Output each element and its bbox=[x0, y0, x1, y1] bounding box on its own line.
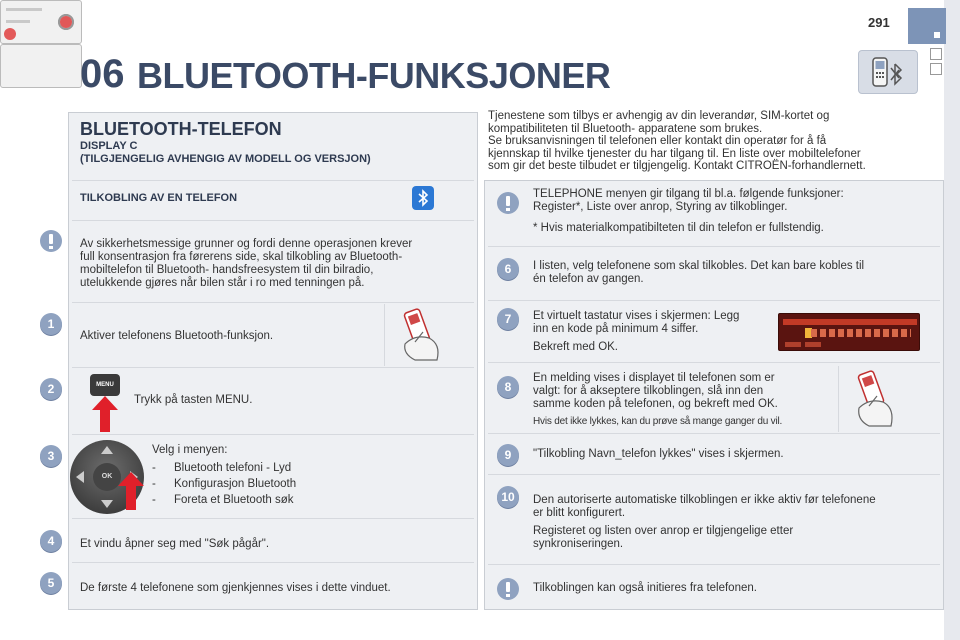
step-8-note: Hvis det ikke lykkes, kan du prøve så mange ganger du vil. bbox=[533, 416, 783, 427]
telephone-menu-text: TELEPHONE menyen gir tilgang til bl.a. følgende funksjoner: Register*, Liste over anrop, Styring av tilkoblinger. bbox=[533, 188, 844, 213]
divider bbox=[72, 180, 474, 181]
step-number-3: 3 bbox=[40, 445, 62, 467]
safety-warning-text: Av sikkerhetsmessige grunner og fordi denne operasjonen krever full konsentrasjon fra førerens side, skal tilkobling av Bluetooth- mobiltelefon til Bluetooth- handsfreesystem til din bilradio, utelukkende gjøres når bilen står i ro med tenningen på. bbox=[80, 238, 413, 289]
step-5-text: De første 4 telefonene som gjenkjennes vises i dette vinduet. bbox=[80, 582, 391, 594]
warning-icon bbox=[40, 230, 62, 252]
list-item: - Konfigurasjon Bluetooth bbox=[152, 476, 296, 492]
step-6-text: I listen, velg telefonene som skal tilkobles. Det kan bare kobles til én telefon av gangen. bbox=[533, 260, 865, 285]
phone-illustration bbox=[384, 304, 454, 366]
page-margin-strip bbox=[944, 0, 960, 640]
step-8-text: En melding vises i displayet til telefonen som er valgt: for å akseptere tilkoblingen, slå inn den samme koden på telefonen, og bekreft med OK. bbox=[533, 372, 778, 410]
warning-icon bbox=[497, 192, 519, 214]
step-3-menu-list bbox=[152, 460, 296, 508]
step-number-6: 6 bbox=[497, 258, 519, 280]
divider bbox=[488, 564, 940, 565]
arrow-up-icon bbox=[92, 396, 118, 410]
virtual-keypad-screen bbox=[778, 313, 920, 351]
list-item: - Bluetooth telefoni - Lyd bbox=[152, 460, 296, 476]
intro-paragraph: Tjenestene som tilbys er avhengig av din leverandør, SIM-kortet og kompatibiliteten til Bluetooth- apparatene som brukes. Se bruksanvisningen til telefonen eller kontakt din operatør for å få kjennskap til hvilke tjenester du har tilgang til. En liste over mobiltelefoner som gir det beste tilbudet er tilgjengelig. Kontakt CITROËN-forhandlernett. bbox=[488, 110, 866, 173]
step-number-10: 10 bbox=[497, 486, 519, 508]
divider bbox=[72, 220, 474, 221]
section-subtitle-display: DISPLAY C bbox=[80, 140, 138, 152]
divider bbox=[72, 562, 474, 563]
arrow-up-icon bbox=[118, 472, 144, 486]
subsection-title: TILKOBLING AV EN TELEFON bbox=[80, 192, 238, 204]
arrow-shaft bbox=[100, 410, 110, 432]
step-number-2: 2 bbox=[40, 378, 62, 400]
divider bbox=[488, 246, 940, 247]
bluetooth-icon bbox=[412, 186, 434, 210]
warning-icon bbox=[497, 578, 519, 600]
step-10-text: Den autoriserte automatiske tilkoblingen er ikke aktiv før telefonene er blitt konfigurert. Registeret og listen over anrop er tilgjengelige etter synkroniseringen. bbox=[533, 494, 876, 550]
step-number-7: 7 bbox=[497, 308, 519, 330]
radio-panel-illustration bbox=[0, 44, 82, 88]
menu-key: MENU bbox=[90, 374, 120, 396]
divider bbox=[72, 518, 474, 519]
joystick-ok-icon: OK bbox=[70, 440, 144, 514]
compatibility-footnote: * Hvis materialkompatibilteten til din telefon er fullstendig. bbox=[533, 222, 824, 234]
divider bbox=[72, 367, 474, 368]
divider bbox=[72, 302, 474, 303]
step-number-4: 4 bbox=[40, 530, 62, 552]
chapter-tab bbox=[908, 8, 946, 44]
step-9-text: "Tilkobling Navn_telefon lykkes" vises i skjermen. bbox=[533, 448, 784, 460]
step-1-text: Aktiver telefonens Bluetooth-funksjon. bbox=[80, 330, 274, 342]
page-number: 291 bbox=[868, 15, 890, 30]
chapter-title: BLUETOOTH-FUNKSJONER bbox=[137, 55, 611, 96]
list-item: - Foreta et Bluetooth søk bbox=[152, 492, 296, 508]
divider bbox=[488, 433, 940, 434]
divider bbox=[488, 474, 940, 475]
step-2-text: Trykk på tasten MENU. bbox=[134, 394, 253, 406]
final-warning-text: Tilkoblingen kan også initieres fra telefonen. bbox=[533, 582, 757, 594]
bluetooth-phone-icon bbox=[858, 50, 918, 94]
arrow-shaft bbox=[126, 486, 136, 510]
section-subtitle-availability: (TILGJENGELIG AVHENGIG AV MODELL OG VERSJON) bbox=[80, 153, 371, 165]
side-boxes bbox=[930, 48, 942, 78]
section-title: BLUETOOTH-TELEFON bbox=[80, 119, 282, 139]
divider bbox=[488, 300, 940, 301]
step-number-1: 1 bbox=[40, 313, 62, 335]
divider bbox=[488, 362, 940, 363]
step-number-8: 8 bbox=[497, 376, 519, 398]
divider bbox=[72, 434, 474, 435]
step-7-text: Et virtuelt tastatur vises i skjermen: Legg inn en kode på minimum 4 siffer. Bekreft med OK. bbox=[533, 310, 740, 353]
step-3-text: Velg i menyen: bbox=[152, 444, 228, 456]
phone-illustration bbox=[838, 366, 908, 432]
step-number-5: 5 bbox=[40, 572, 62, 594]
step-number-9: 9 bbox=[497, 444, 519, 466]
step-4-text: Et vindu åpner seg med "Søk pågår". bbox=[80, 538, 270, 550]
chapter-number: 06 bbox=[80, 52, 125, 96]
